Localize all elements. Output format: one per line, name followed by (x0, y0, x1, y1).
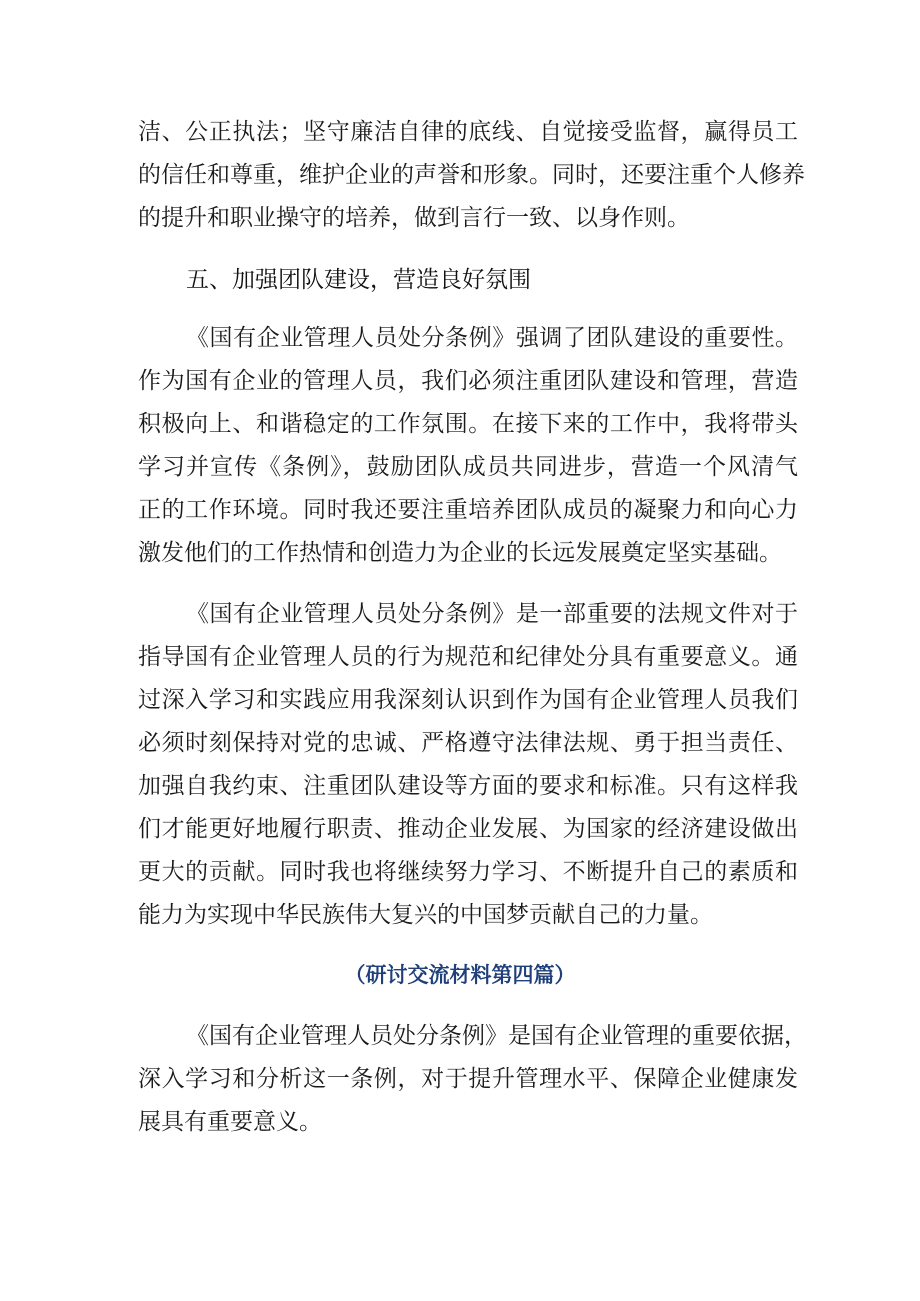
paragraph-line: 必须时刻保持对党的忠诚、严格遵守法律法规、勇于担当责任、 (138, 730, 798, 756)
paragraph-line: 的信任和尊重，维护企业的声誉和形象。同时，还要注重个人修养 (138, 162, 805, 188)
paragraph-line: 洁、公正执法；坚守廉洁自律的底线、自觉接受监督，赢得员工 (138, 119, 798, 145)
paragraph-line: 正的工作环境。同时我还要注重培养团队成员的凝聚力和向心力 (138, 497, 798, 523)
paragraph-line: 更大的贡献。同时我也将继续努力学习、不断提升自己的素质和 (138, 859, 798, 885)
paragraph-line: 作为国有企业的管理人员，我们必须注重团队建设和管理，营造 (138, 368, 798, 394)
paragraph-line: 指导国有企业管理人员的行为规范和纪律处分具有重要意义。通 (138, 644, 798, 670)
paragraph-line: 积极向上、和谐稳定的工作氛围。在接下来的工作中，我将带头 (138, 411, 798, 437)
paragraph-line: 深入学习和分析这一条例，对于提升管理水平、保障企业健康发 (138, 1066, 798, 1092)
paragraph-line: 们才能更好地履行职责、推动企业发展、为国家的经济建设做出 (138, 816, 798, 842)
paragraph-line: 展具有重要意义。 (138, 1109, 322, 1135)
paragraph-line: 《国有企业管理人员处分条例》强调了团队建设的重要性。 (186, 325, 798, 351)
paragraph-line: 过深入学习和实践应用我深刻认识到作为国有企业管理人员我们 (138, 687, 798, 713)
paragraph-line: 学习并宣传《条例》，鼓励团队成员共同进步，营造一个风清气 (138, 454, 798, 480)
section-heading: 五、加强团队建设，营造良好氛围 (186, 267, 531, 293)
section-title: （研讨交流材料第四篇） (344, 962, 576, 987)
paragraph-line: 《国有企业管理人员处分条例》是国有企业管理的重要依据， (186, 1023, 807, 1049)
paragraph-line: 的提升和职业操守的培养，做到言行一致、以身作则。 (138, 205, 690, 231)
paragraph-line: 《国有企业管理人员处分条例》是一部重要的法规文件对于 (186, 601, 798, 627)
paragraph-line: 加强自我约束、注重团队建设等方面的要求和标准。只有这样我 (138, 773, 798, 799)
paragraph-line: 激发他们的工作热情和创造力为企业的长远发展奠定坚实基础。 (138, 540, 782, 566)
paragraph-line: 能力为实现中华民族伟大复兴的中国梦贡献自己的力量。 (138, 902, 713, 928)
